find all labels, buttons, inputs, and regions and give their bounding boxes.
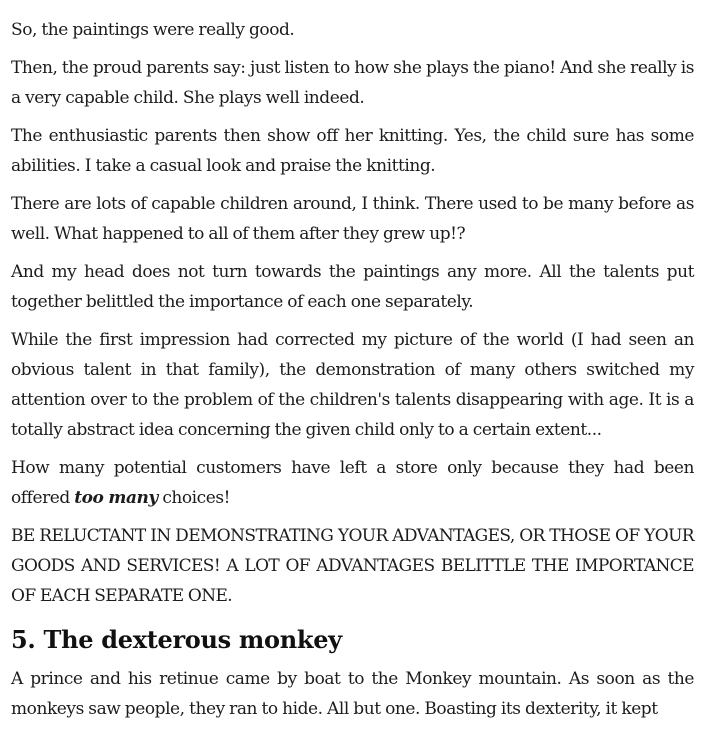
emphasis-text: too many — [74, 488, 158, 508]
document-page — [11, 15, 694, 732]
paragraph: There are lots of capable children around, I think. There used to be many before as well. What happened to all of them after they grew up!? — [11, 194, 694, 244]
customers-text-after: choices! — [157, 488, 230, 508]
paragraph: And my head does not turn towards the paintings any more. All the talents put together belittled the importance of each one separately. — [11, 262, 694, 312]
section-heading: 5. The dexterous monkey — [11, 625, 342, 654]
advice-paragraph: BE RELUCTANT IN DEMONSTRATING YOUR ADVANTAGES, OR THOSE OF YOUR GOODS AND SERVICES! A LOT OF ADVANTAGES BELITTLE THE IMPORTANCE OF EACH SEPARATE ONE. — [11, 526, 694, 606]
paragraph: Then, the proud parents say: just listen to how she plays the piano! And she really is a very capable child. She plays well indeed. — [11, 58, 694, 108]
customers-paragraph — [11, 453, 694, 513]
paragraph: So, the paintings were really good. — [11, 20, 295, 40]
customers-text-before: How many potential customers have left a store only because they had been offered — [11, 458, 694, 508]
paragraph: While the first impression had corrected my picture of the world (I had seen an obvious talent in that family), the demonstration of many others switched my attention over to the problem of the children's talents disappearing with age. It is a totally abstract idea concerning the given child only to a certain extent... — [11, 330, 694, 440]
paragraph: The enthusiastic parents then show off her knitting. Yes, the child sure has some abilities. I take a casual look and praise the knitting. — [11, 126, 694, 176]
section-paragraph: A prince and his retinue came by boat to the Monkey mountain. As soon as the monkeys saw people, they ran to hide. All but one. Boasting its dexterity, it kept — [11, 669, 694, 719]
